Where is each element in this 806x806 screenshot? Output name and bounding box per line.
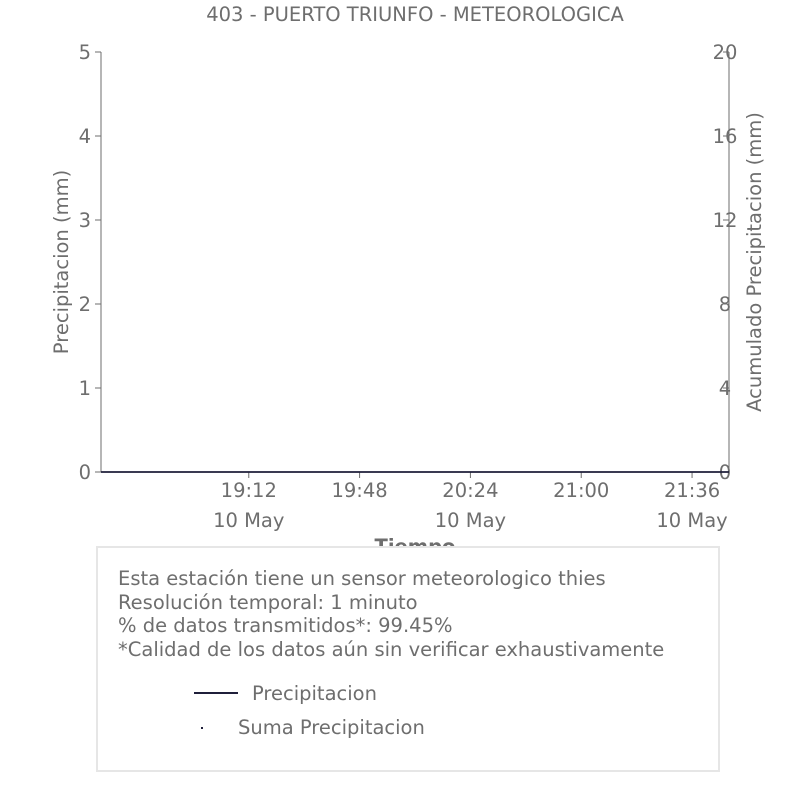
y-right-tick-label: 8 <box>718 293 732 316</box>
info-line-resolution: Resolución temporal: 1 minuto <box>118 590 418 614</box>
info-line-sensor: Esta estación tiene un sensor meteorologico thies <box>118 567 606 590</box>
info-line-quality-note: *Calidad de los datos aún sin verificar exhaustivamente <box>118 637 665 661</box>
y-left-tick-label: 4 <box>78 125 91 148</box>
station-info-text <box>118 567 664 661</box>
legend-dot-swatch <box>201 727 203 729</box>
x-axis-ticks <box>213 472 728 532</box>
chart-title: 403 - PUERTO TRIUNFO - METEOROLOGICA <box>206 3 624 26</box>
y-left-tick-label: 1 <box>78 377 91 400</box>
y-right-tick-label: 20 <box>712 41 738 64</box>
y-left-tick-label: 2 <box>78 293 91 316</box>
y-right-tick-label: 4 <box>718 377 732 400</box>
x-tick-time-label: 19:48 <box>331 479 388 502</box>
x-tick-time-label: 19:12 <box>220 479 277 502</box>
y-left-tick-label: 5 <box>78 41 91 64</box>
y-right-tick-label: 12 <box>712 209 738 232</box>
y-left-tick-label: 3 <box>78 209 91 232</box>
legend-label-precipitacion: Precipitacion <box>252 682 377 705</box>
plot-axes <box>101 52 732 472</box>
x-tick-time-label: 20:24 <box>442 479 499 502</box>
y-left-tick-label: 0 <box>78 461 91 484</box>
x-tick-time-label: 21:00 <box>553 479 610 502</box>
y-axis-left-ticks <box>79 41 101 484</box>
legend-label-suma-precipitacion: Suma Precipitacion <box>238 716 425 739</box>
y-axis-right-ticks <box>713 41 738 484</box>
x-tick-date-label: 10 May <box>434 509 507 532</box>
x-tick-time-label: 21:36 <box>663 479 721 502</box>
y-right-tick-label: 16 <box>712 125 738 148</box>
info-line-transmitted: % de datos transmitidos*: 99.45% <box>118 614 453 637</box>
y-axis-right-label: Acumulado Precipitacion (mm) <box>743 112 766 412</box>
y-right-tick-label: 0 <box>718 461 732 484</box>
y-axis-left-label: Precipitacion (mm) <box>50 169 73 355</box>
x-tick-date-label: 10 May <box>656 509 728 532</box>
x-tick-date-label: 10 May <box>213 509 285 532</box>
station-info-box <box>96 546 720 772</box>
legend-line-swatch <box>194 692 238 694</box>
